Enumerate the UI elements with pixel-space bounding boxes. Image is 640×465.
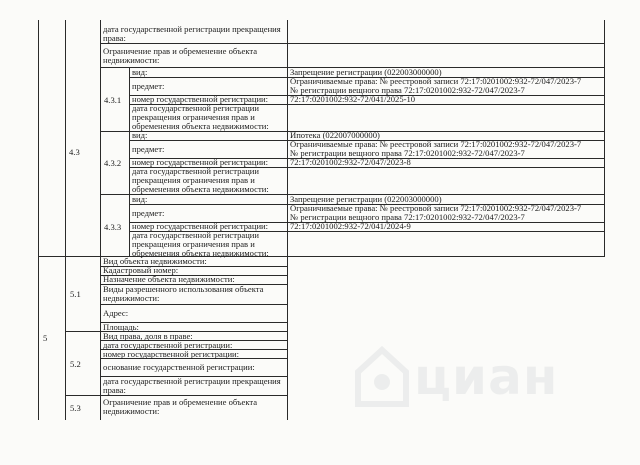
permitted-use-label: Виды разрешенного использования объекта недвижимости: [103, 284, 264, 304]
reg-number-label: номер государственной регистрации: [132, 221, 269, 231]
area-label: Площадь: [103, 322, 139, 332]
right-end-date-label: дата государственной регистрации прекращения права: [103, 376, 281, 396]
reg-number-label: номер государственной регистрации: [132, 94, 269, 104]
subject-value-line: № регистрации вещного права 72:17:0201002:932-72/047/2023-7 [290, 148, 525, 158]
watermark [352, 338, 562, 413]
table-border-right-outer [604, 20, 605, 256]
reg-number-value: 72:17:0201002:932-72/041/2025-10 [290, 94, 416, 104]
section-number-4-3: 4.3 [69, 147, 80, 157]
group-number: 4.3.3 [104, 222, 122, 232]
subject-value-line: Ограничиваемые права: № реестровой записи 72:17:0201002:932-72/047/2023-7 [290, 139, 582, 149]
kind-value: Ипотека (022007000000) [290, 130, 380, 140]
end-date-label: дата государственной регистрации прекращения ограничения прав и обременения объекта недвижимости: [132, 166, 269, 195]
subject-label: предмет: [132, 208, 165, 218]
cadastral-number-label: Кадастровый номер: [103, 265, 179, 275]
table-border-left-outer [38, 256, 39, 420]
section-number-5-1: 5.1 [70, 289, 81, 299]
group-number: 4.3.1 [104, 95, 122, 105]
cian-house-logo-icon [352, 342, 412, 408]
right-type-label: Вид права, доля в праве: [103, 331, 193, 341]
restriction-header: Ограничение прав и обременение объекта недвижимости: [103, 397, 258, 417]
end-date-label: дата государственной регистрации прекращения ограничения прав и обременения объекта недвижимости: [132, 103, 269, 132]
subject-value-line: Ограничиваемые права: № реестровой записи 72:17:0201002:932-72/047/2023-7 [290, 76, 582, 86]
row-line [100, 304, 288, 305]
watermark-brand-text: циан [414, 348, 559, 406]
table-border-col-sub [65, 20, 66, 256]
table-border-col-label [100, 20, 101, 256]
kind-value: Запрещение регистрации (022003000000) [290, 67, 442, 77]
object-purpose-label: Назначение объекта недвижимости: [103, 274, 235, 284]
address-label: Адрес: [103, 308, 129, 318]
kind-label: вид: [132, 130, 148, 140]
section-number-5: 5 [43, 333, 48, 343]
prior-right-end-date-label: дата государственной регистрации прекращения права: [103, 24, 281, 44]
subject-value-line: Ограничиваемые права: № реестровой записи 72:17:0201002:932-72/047/2023-7 [290, 203, 582, 213]
reg-basis-label: основание государственной регистрации: [103, 362, 255, 372]
kind-label: вид: [132, 67, 148, 77]
reg-number-value: 72:17:0201002:932-72/041/2024-9 [290, 221, 411, 231]
table-border-left-outer [38, 20, 39, 256]
kind-label: вид: [132, 194, 148, 204]
subject-label: предмет: [132, 81, 165, 91]
object-type-label: Вид объекта недвижимости: [103, 256, 207, 266]
subject-value-line: № регистрации вещного права 72:17:0201002:932-72/047/2023-7 [290, 85, 525, 95]
restriction-header: Ограничение прав и обременение объекта недвижимости: [103, 46, 258, 66]
subject-label: предмет: [132, 144, 165, 154]
kind-value: Запрещение регистрации (022003000000) [290, 194, 442, 204]
table-border-col-value [287, 20, 288, 256]
section-number-5-2: 5.2 [70, 359, 81, 369]
subject-value-line: № регистрации вещного права 72:17:0201002:932-72/047/2023-7 [290, 212, 525, 222]
reg-number-value: 72:17:0201002:932-72/047/2023-8 [290, 157, 411, 167]
end-date-label: дата государственной регистрации прекращения ограничения прав и обременения объекта недвижимости: [132, 230, 269, 259]
reg-number-label: номер государственной регистрации: [103, 349, 240, 359]
section-number-5-3: 5.3 [70, 403, 81, 413]
reg-number-label: номер государственной регистрации: [132, 157, 269, 167]
group-number: 4.3.2 [104, 158, 122, 168]
reg-date-label: дата государственной регистрации: [103, 340, 233, 350]
